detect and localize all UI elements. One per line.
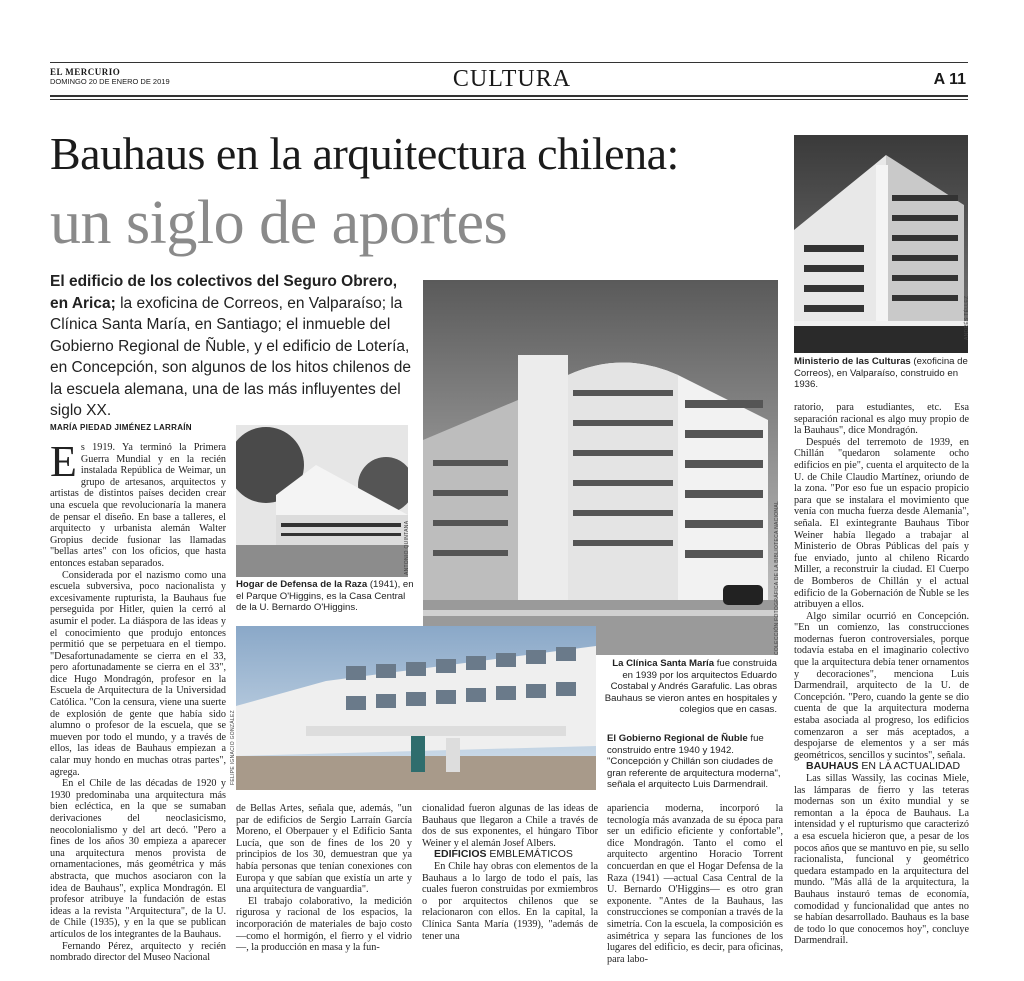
photo-hogar-defensa-raza	[236, 425, 408, 577]
dropcap: E	[50, 437, 77, 486]
deck-bold: El edificio de los colectivos del Seguro Obrero, en Arica;	[50, 273, 398, 312]
caption-hogar	[236, 579, 414, 614]
newspaper-name: EL MERCURIO	[50, 67, 121, 77]
caption-ministerio	[794, 356, 970, 391]
caption-ministerio-rest: (exoficina de Correos), en Valparaíso, construido en 1936.	[794, 356, 968, 391]
paragraph: Algo similar ocurrió en Concepción. "En un comienzo, las construcciones modernas fueron controversiales, porque todavía estaba en el imaginario colectivo que la arquitectura debía tener ornamentos y decoraciones", menciona Luis Darmendrail, arquitecto de la U. de Concepción. "Pero, cuando la gente se dio cuenta de que la arquitectura moderna estaba asociada al progreso, los edificios comenzaron a ser más aceptados, a despojarse de elementos y a ser más geométricos, sencillos y sucintos", señala.	[794, 610, 969, 761]
article-deck	[50, 271, 412, 422]
caption-clinica-bold: La Clínica Santa María	[612, 658, 715, 669]
column-2	[236, 803, 412, 954]
caption-nuble-bold: El Gobierno Regional de Ñuble	[607, 733, 748, 744]
caption-nuble-rest: fue construido entre 1940 y 1942. "Concepción y Chillán son ciudades de gran referente de arquitectura moderna", señala el arquitecto Luis Darmendrail.	[607, 733, 781, 791]
masthead-bottom-rule	[50, 95, 968, 97]
photo-clinica-santa-maria	[423, 280, 778, 655]
paragraph: Después del terremoto de 1939, en Chillán "quedaron solamente ocho edificios en pie", cuenta el arquitecto de la U. de Chile Claudio Martínez, oriundo de la zona. "Por eso fue un espacio propicio para que se instalara el movimiento que venía con mucha fuerza desde Alemania", señala. El exintegrante Bauhaus Tibor Weiner había llegado a trabajar al Ministerio de Obras Públicas del país y fue enviado, junto al chileno Ricardo Miller, a reconstruir la ciudad. El Cuerpo de Bomberos de Chillán y el actual edificio de la Gobernación de Ñuble se les atribuyen a ellos.	[794, 436, 969, 611]
caption-clinica-rest: fue construida en 1939 por los arquitectos Eduardo Costabal y Andrés Garafulic. Las obras Bauhaus se vieron antes en hospitales y colegios que en casas.	[604, 658, 777, 716]
subhead-bauhaus-actualidad	[794, 761, 969, 773]
credit-hogar: ANTONIO QUINTANA	[404, 520, 410, 575]
paragraph: En Chile hay obras con elementos de la Bauhaus a lo largo de todo el país, las cuales fueron construidas por exmiembros o por arquitectos chilenos que se relacionaron con ellos. En la capital, la Clínica Santa María (1939), "además de tener una	[422, 860, 598, 942]
paragraph: Considerada por el nazismo como una escuela subversiva, poco nacionalista y excesivamente rupturista, la Bauhaus fue perseguida por Hitler, quien la cerró al asumir el poder. La diáspora de las ideas y el conocimiento que produjo entonces permitió que se perpetuara en el tiempo. "Desafortunadamente se cierra en el 33, pero afortunadamente se cierra en el 33", dice Hugo Mondragón, profesor en la Escuela de Arquitectura de la Universidad Católica. "Con la censura, viene una suerte de explosión de gente que había sido alumno o profesor de la escuela, que se mueven por todo el mundo, y a través de ellos, las ideas de Bauhaus empiezan a calar muy hondo en muchas otras partes", agrega.	[50, 569, 226, 778]
subhead-rest: EMBLEMÁTICOS	[486, 848, 573, 861]
paragraph: En el Chile de las décadas de 1920 y 1930 predominaba una arquitectura más bien ecléctica, en la que se sumaban derivaciones del neoclasicismo, neocolonialismo y del art decó. "Pero a fines de los años 30 empieza a aparecer una arquitectura menos provista de ornamentaciones, más geométrica y más abstracta, que muchos asociaron con la idea de Bauhaus", explica Mondragón. El profesor atribuye la fundación de estas ideas a la revista "Arquitectura", de la U. de Chile (1935), y en la que se publican artículos de los integrantes de la Bauhaus.	[50, 778, 226, 940]
subhead-rest: EN LA ACTUALIDAD	[858, 760, 961, 773]
caption-clinica	[599, 658, 777, 716]
headline-line-1: Bauhaus en la arquitectura chilena:	[50, 128, 679, 179]
column-3	[422, 803, 598, 942]
paragraph: apariencia moderna, incorporó la tecnología más avanzada de su época para ser un edificio eficiente y confortable", dice Mondragón. Tanto el como el arquitecto argentino Horacio Torrent concuerdan en que el Hogar Defensa de la Raza (1941) —actual Casa Central de la U. Bernardo O'Higgins— es otro gran exponente. "Antes de la Bauhaus, las construcciones se componían a través de la simetría. Con la escuela, la composición es asimétrica y separa las funciones de los lugares del edificio, es decir, para oficinas, para labo-	[607, 803, 783, 965]
photo-ministerio-culturas	[794, 135, 968, 353]
headline-line-2: un siglo de aportes	[50, 189, 508, 257]
photo-gobierno-nuble	[236, 626, 596, 790]
lead-text: s 1919. Ya terminó la Primera Guerra Mundial y en la recién instalada República de Weimar, un grupo de artesanos, arquitectos y artistas de distintos países deciden crear una escuela que revolucionaría la manera de pensar el diseño. En base a talleres, el arquitecto y urbanista alemán Walter Gropius decide fusionar las llamadas "bellas artes" con los oficios, que hasta entonces estaban separados.	[50, 442, 226, 569]
issue-date: DOMINGO 20 DE ENERO DE 2019	[50, 77, 170, 86]
paragraph: Las sillas Wassily, las cocinas Miele, las lámparas de fierro y las teteras modernas son un éxito mundial y se remontan a la época de Bauhaus. La intensidad y el rupturismo que caracterizó a esa escuela hicieron que, a pesar de los pocos años que se mantuvo en pie, su sello racionalista, funcional y geométrico quedara estampado en la arquitectura del mundo. "Más allá de la arquitectura, la Bauhaus instauró temas de economía, comodidad y funcionalidad que antes no se habían desarrollado. Bauhaus es la base de todo lo que conocemos hoy", concluye Darmendrail.	[794, 773, 969, 947]
credit-ministerio: ANDRÉS TÉLLEZ	[964, 295, 970, 340]
credit-nuble: FELIPE IGNACIO GONZÁLEZ	[230, 710, 236, 785]
masthead-bottom-rule-thin	[50, 99, 968, 100]
section-title: CULTURA	[452, 66, 572, 92]
credit-clinica: COLECCIÓN FOTOGRÁFICA DE LA BIBLIOTECA NACIONAL	[774, 500, 780, 655]
caption-hogar-bold: Hogar de Defensa de la Raza	[236, 579, 368, 590]
paragraph: Fernando Pérez, arquitecto y recién nombrado director del Museo Nacional	[50, 940, 226, 964]
subhead-bold: BAUHAUS	[806, 760, 859, 773]
paragraph: ratorio, para estudiantes, etc. Esa separación racional es algo muy propio de la Bauhaus", dice Mondragón.	[794, 402, 969, 437]
paragraph-lead	[50, 437, 226, 570]
column-1	[50, 437, 226, 964]
deck-rest: la exoficina de Correos, en Valparaíso; la Clínica Santa María, en Santiago; el inmueble del Gobierno Regional de Ñuble, y el edificio de Lotería, en Concepción, son algunos de los hitos chilenos de la escuela alemana, una de las más influyentes del siglo XX.	[50, 294, 412, 419]
caption-hogar-rest: (1941), en el Parque O'Higgins, es la Casa Central de la U. Bernardo O'Higgins.	[236, 579, 414, 614]
masthead-top-rule	[50, 62, 968, 63]
page-number: A 11	[933, 71, 966, 88]
subhead-edificios	[422, 849, 598, 861]
subhead-bold: EDIFICIOS	[434, 848, 487, 861]
byline: MARÍA PIEDAD JIMÉNEZ LARRAÍN	[50, 423, 192, 432]
paragraph: cionalidad fueron algunas de las ideas de Bauhaus que llegaron a Chile a través de dos de sus exponentes, el húngaro Tibor Weiner y el alemán Josef Albers.	[422, 803, 598, 849]
column-4	[607, 803, 783, 965]
paragraph: El trabajo colaborativo, la medición rigurosa y racional de los espacios, la incorporación de materiales de bajo costo —como el hormigón, el fierro y el vidrio—, la producción en masa y la fun-	[236, 895, 412, 954]
caption-ministerio-bold: Ministerio de las Culturas	[794, 356, 911, 367]
column-5	[794, 402, 969, 947]
paragraph: de Bellas Artes, señala que, además, "un par de edificios de Sergio Larraín García Moreno, el Oberpauer y el Edificio Santa Lucía, que son de fines de los 20 y principios de los 30, demuestran que ya había personas que tenían conexiones con Europa y que sabían que existía un arte y una arquitectura de vanguardia".	[236, 803, 412, 896]
caption-nuble	[607, 733, 783, 791]
